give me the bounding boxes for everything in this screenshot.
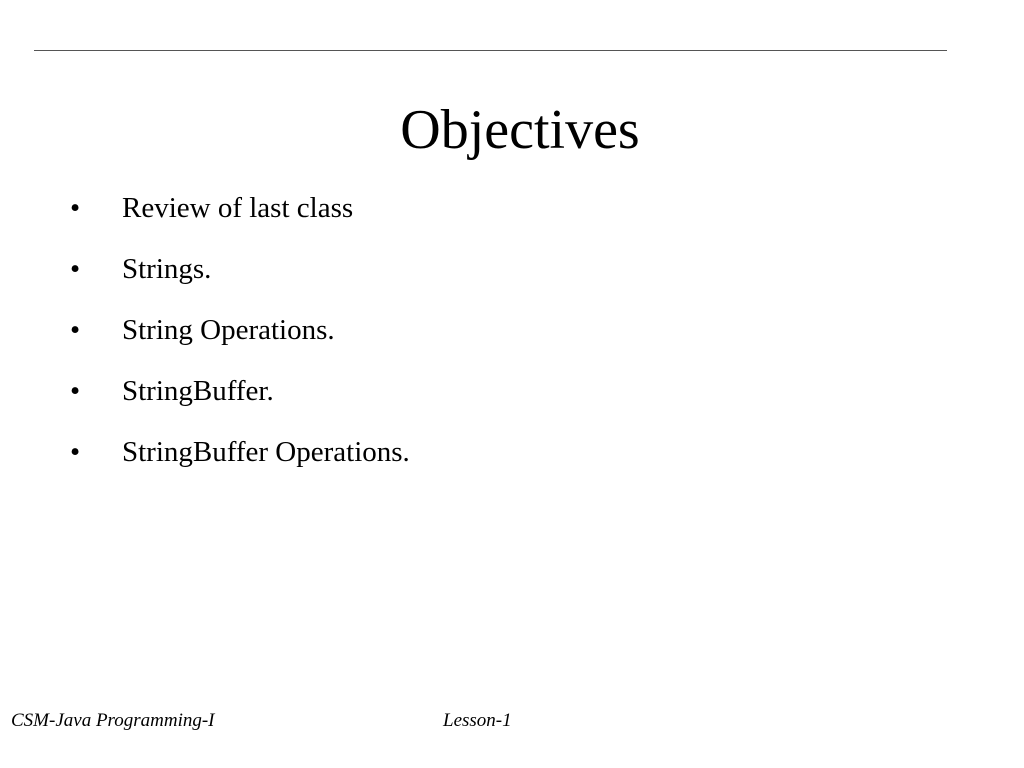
- list-item-text: StringBuffer.: [122, 375, 274, 407]
- list-item: [70, 188, 410, 249]
- footer-lesson-label: Lesson-1: [443, 710, 512, 731]
- list-item: [70, 310, 410, 371]
- list-item-text: StringBuffer Operations.: [122, 436, 410, 468]
- header-divider: [34, 50, 947, 51]
- list-item-text: String Operations.: [122, 314, 335, 346]
- list-item: [70, 249, 410, 310]
- footer-course-name: CSM-Java Programming-I: [11, 710, 215, 731]
- list-item-text: Review of last class: [122, 192, 354, 224]
- bullet-icon: •: [70, 314, 81, 346]
- objectives-list: [70, 188, 410, 493]
- slide-title: Objectives: [400, 99, 640, 161]
- bullet-icon: •: [70, 375, 81, 407]
- bullet-icon: •: [70, 436, 81, 468]
- list-item: [70, 371, 410, 432]
- bullet-icon: •: [70, 192, 81, 224]
- bullet-icon: •: [70, 253, 81, 285]
- list-item: [70, 432, 410, 493]
- list-item-text: Strings.: [122, 253, 212, 285]
